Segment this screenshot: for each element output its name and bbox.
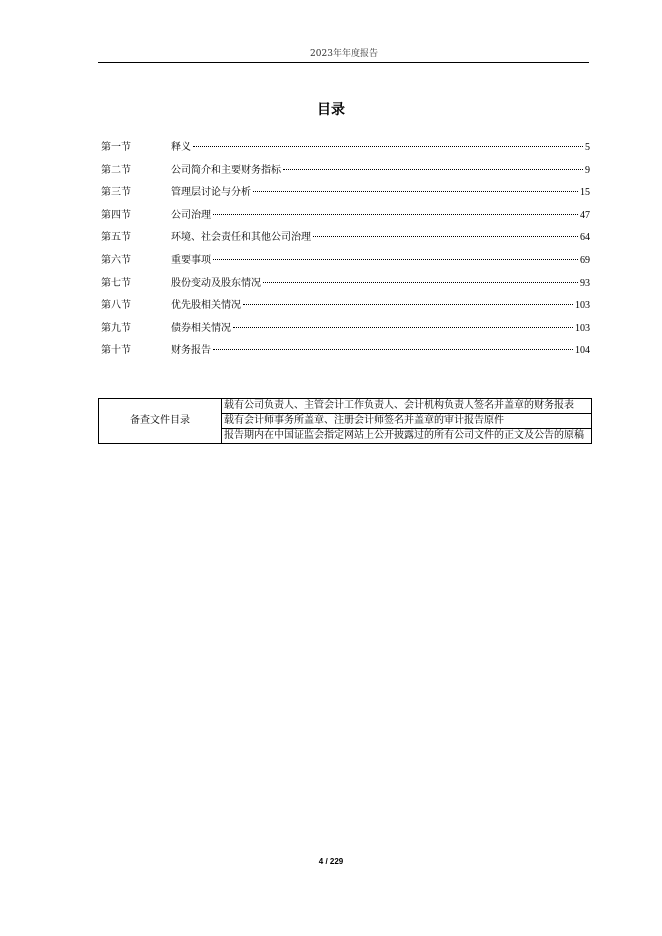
toc-page-number: 69 <box>580 254 590 266</box>
toc-section-number: 第二节 <box>101 164 131 176</box>
toc-leader-dots <box>263 282 578 283</box>
toc-page-number: 103 <box>575 300 590 312</box>
toc-entry[interactable] <box>101 341 590 364</box>
toc-title: 目录 <box>317 102 345 118</box>
toc-section-number: 第六节 <box>101 254 131 266</box>
toc-leader-dots <box>283 169 583 170</box>
toc-page-number: 64 <box>580 232 590 244</box>
toc-leader-dots <box>213 349 573 350</box>
reference-files-table <box>98 398 592 444</box>
toc-section-title: 公司简介和主要财务指标 <box>171 164 281 176</box>
page-header: 2023年年度报告 <box>310 49 378 59</box>
toc-leader-dots <box>243 304 573 305</box>
toc-section-number: 第八节 <box>101 300 131 312</box>
table-row <box>99 399 592 414</box>
toc-leader-dots <box>233 327 573 328</box>
toc-page-number: 15 <box>580 187 590 199</box>
toc-section-title: 重要事项 <box>171 254 211 266</box>
toc-leader-dots <box>193 146 583 147</box>
header-divider <box>98 62 589 63</box>
toc-entry[interactable] <box>101 138 590 161</box>
table-of-contents <box>101 138 590 364</box>
toc-entry[interactable] <box>101 274 590 297</box>
toc-section-title: 环境、社会责任和其他公司治理 <box>171 232 311 244</box>
toc-section-number: 第十节 <box>101 345 131 357</box>
toc-entry[interactable] <box>101 228 590 251</box>
toc-section-number: 第三节 <box>101 187 131 199</box>
toc-section-number: 第七节 <box>101 277 131 289</box>
toc-leader-dots <box>313 236 578 237</box>
toc-entry[interactable] <box>101 206 590 229</box>
toc-entry[interactable] <box>101 183 590 206</box>
reference-files-label: 备查文件目录 <box>99 399 222 444</box>
toc-leader-dots <box>253 191 578 192</box>
toc-entry[interactable] <box>101 161 590 184</box>
toc-section-title: 财务报告 <box>171 345 211 357</box>
reference-file-item: 载有会计师事务所盖章、注册会计师签名并盖章的审计报告原件 <box>222 414 592 429</box>
toc-entry[interactable] <box>101 251 590 274</box>
toc-page-number: 104 <box>575 345 590 357</box>
toc-section-title: 优先股相关情况 <box>171 300 241 312</box>
toc-leader-dots <box>213 259 578 260</box>
toc-section-title: 公司治理 <box>171 209 211 221</box>
toc-section-number: 第九节 <box>101 322 131 334</box>
toc-page-number: 93 <box>580 277 590 289</box>
toc-leader-dots <box>213 214 578 215</box>
toc-page-number: 9 <box>585 164 590 176</box>
toc-section-title: 债券相关情况 <box>171 322 231 334</box>
toc-page-number: 103 <box>575 322 590 334</box>
toc-section-number: 第一节 <box>101 142 131 153</box>
toc-entry[interactable] <box>101 319 590 342</box>
toc-page-number: 5 <box>585 142 590 153</box>
toc-section-number: 第五节 <box>101 232 131 244</box>
reference-file-item: 报告期内在中国证监会指定网站上公开披露过的所有公司文件的正文及公告的原稿 <box>222 429 592 444</box>
toc-section-title: 释义 <box>171 142 191 153</box>
reference-file-item: 载有公司负责人、主管会计工作负责人、会计机构负责人签名并盖章的财务报表 <box>222 399 592 414</box>
toc-section-title: 管理层讨论与分析 <box>171 187 251 199</box>
toc-entry[interactable] <box>101 296 590 319</box>
page-number: 4 / 229 <box>318 857 344 866</box>
toc-page-number: 47 <box>580 209 590 221</box>
toc-section-title: 股份变动及股东情况 <box>171 277 261 289</box>
toc-section-number: 第四节 <box>101 209 131 221</box>
